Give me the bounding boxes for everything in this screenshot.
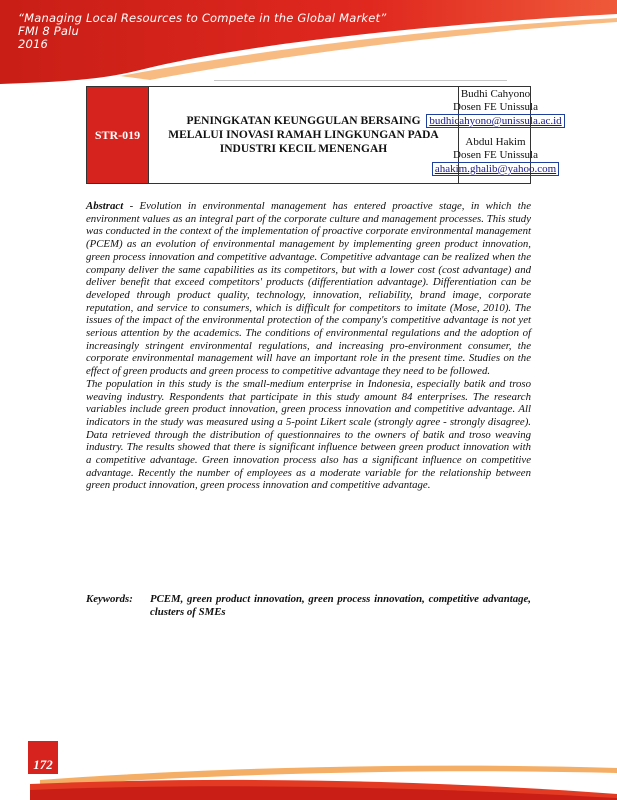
conference-event: FMI 8 Palu	[18, 24, 80, 38]
abstract-paragraph-1	[86, 200, 531, 378]
keywords-text: PCEM, green product innovation, green process innovation, competitive advantage, clusters of SMEs	[150, 593, 531, 618]
page-number: 172	[33, 757, 53, 772]
author-name: Abdul Hakim	[465, 136, 526, 148]
abstract-paragraph-2: The population in this study is the small-medium enterprise in Indonesia, especially batik and troso weaving industry. Respondents that participate in this study amount 84 enterprises. The research variables include green product innovation, green process innovation and competitive advantage. All indicators in the study was measured using a 5-point Likert scale (strongly agree - strongly disagree). Data retrieved through the distribution of questionnaires to the owners of batik and troso weaving industry. The results showed that there is significant influence between green product innovation with a competitive advantage. Green innovation process also has a significant influence on competitive advantage. Recently the number of employees as a moderate variable for the relationship between green product innovation, green process innovation and competitive advantage.	[86, 377, 531, 492]
paper-title: PENINGKATAN KEUNGGULAN BERSAING MELALUI INOVASI RAMAH LINGKUNGAN PADA INDUSTRI KECIL MENENGAH	[149, 87, 459, 183]
header-text	[18, 12, 386, 51]
footer-swoosh-graphic	[0, 740, 617, 800]
author-email-link[interactable]: budhicahyono@unissula.ac.id	[426, 114, 564, 128]
author-affiliation: Dosen FE Unissula	[453, 101, 538, 113]
conference-header-banner	[0, 0, 617, 84]
conference-theme: “Managing Local Resources to Compete in the Global Market”	[18, 11, 387, 25]
abstract-section	[86, 200, 531, 492]
abstract-label: Abstract	[86, 200, 124, 212]
author-affiliation: Dosen FE Unissula	[453, 149, 538, 161]
abstract-text-1: - Evolution in environmental management has entered proactive stage, in which the environment values as an integral part of the corporate culture and management processes. This study was conducted in the context of the implementation of proactive corporate environmental management (PCEM) as an evolution of environmental management by implementing green product innovation, green process innovation and competitive advantage. Competitive advantage can be realized when the company deliver the same capabilities as its competitors, but with a lower cost (cost advantage) and deliver benefit that exceed competitors' products (differentiation advantage). Differentiation can be developed through product quality, technology, innovation, reliability, brand image, corporate reputation, and service to consumers, which is difficult for competitors to imitate (Mose, 2010). The issues of the impact of the environmental protection of the company's competitive advantage is not yet serious attention by the academics. The conditions of environmental regulations and the adoption of increasingly stringent environmental regulations, and increasing pro-environment consumer, the corporate environmental management will have an important role in the present time. Studies on the effect of green products and green process to competitive advantage they need to be followed.	[86, 200, 531, 378]
author-name: Budhi Cahyono	[460, 88, 531, 100]
keywords-label: Keywords:	[86, 593, 133, 605]
conference-year: 2016	[18, 37, 49, 51]
author-email-link[interactable]: ahakim.ghalib@yahoo.com	[432, 162, 559, 176]
author-list	[429, 87, 562, 183]
paper-info-table	[86, 86, 562, 184]
author-entry	[383, 88, 608, 128]
paper-code: STR-019	[87, 87, 149, 183]
author-entry	[383, 136, 608, 176]
header-divider	[214, 80, 507, 81]
